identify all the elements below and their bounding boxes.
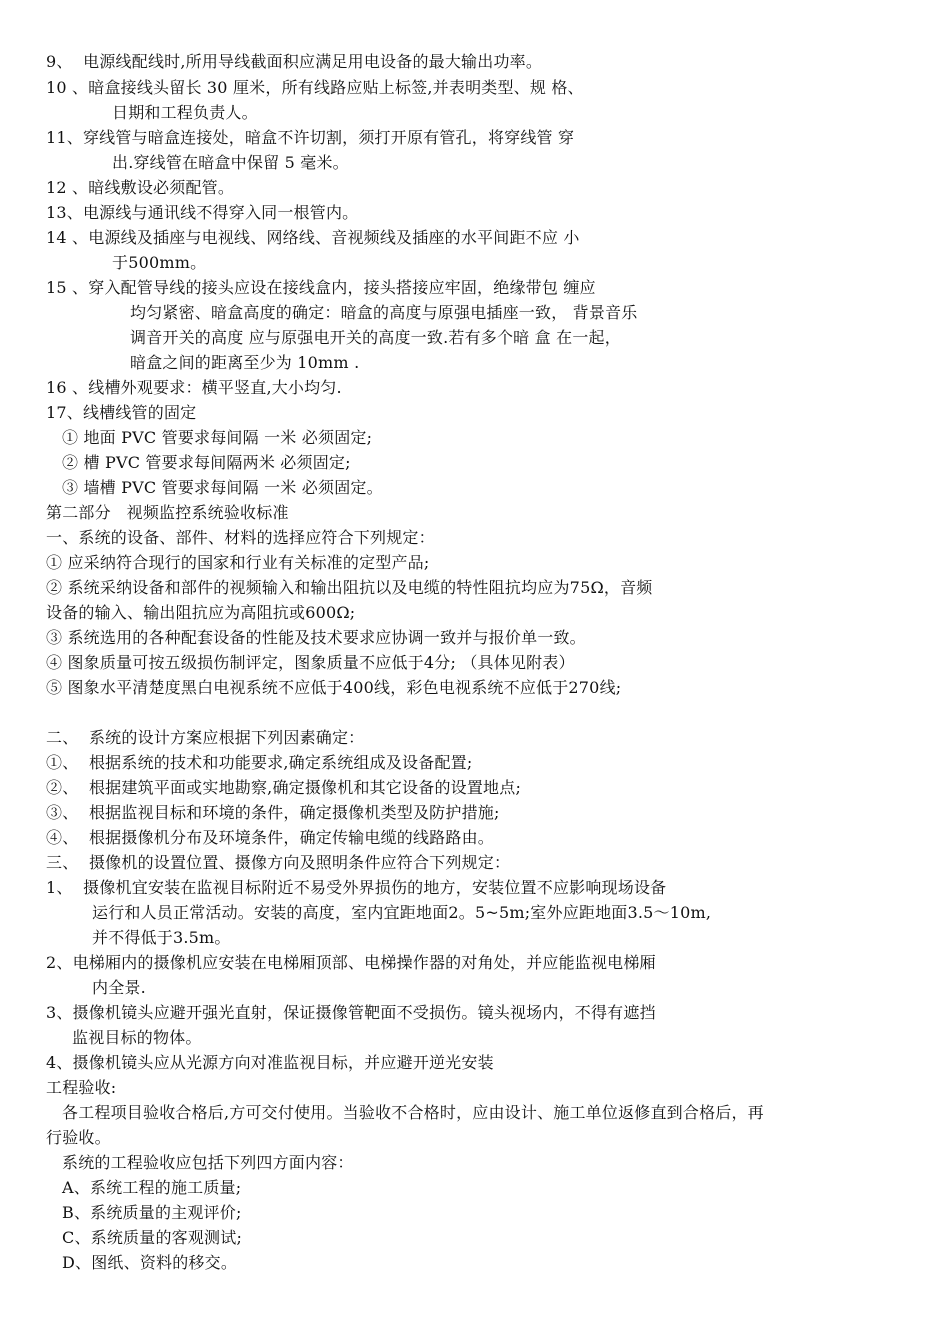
- text-line: 监视目标的物体。: [72, 1028, 202, 1047]
- text-line: ④ 图象质量可按五级损伤制评定，图象质量不应低于4分; （具体见附表）: [46, 653, 575, 672]
- text-line: 1、 摄像机宜安装在监视目标附近不易受外界损伤的地方，安装位置不应影响现场设备: [46, 878, 667, 897]
- text-line: 三、 摄像机的设置位置、摄像方向及照明条件应符合下列规定：: [46, 853, 511, 872]
- text-line: 一、系统的设备、部件、材料的选择应符合下列规定：: [46, 528, 435, 547]
- text-line: 设备的输入、输出阻抗应为高阻抗或600Ω;: [46, 603, 356, 622]
- list-item: C、系统质量的客观测试;: [62, 1228, 243, 1247]
- text-line: 日期和工程负责人。: [112, 103, 258, 122]
- text-line: ④、 根据摄像机分布及环境条件，确定传输电缆的线路路由。: [46, 828, 494, 847]
- text-line: 二、 系统的设计方案应根据下列因素确定：: [46, 728, 365, 747]
- text-line: 各工程项目验收合格后,方可交付使用。当验收不合格时，应由设计、施工单位返修直到合格后，再: [62, 1103, 764, 1122]
- text-line: 并不得低于3.5m。: [92, 928, 231, 947]
- section-heading: 第二部分 视频监控系统验收标准: [46, 503, 289, 522]
- text-line: 15 、穿入配管导线的接头应设在接线盒内，接头搭接应牢固，绝缘带包 缠应: [46, 278, 596, 297]
- text-line: ① 应采纳符合现行的国家和行业有关标准的定型产品;: [46, 553, 430, 572]
- text-line: 2、电梯厢内的摄像机应安装在电梯厢顶部、电梯操作器的对角处，并应能监视电梯厢: [46, 953, 656, 972]
- text-line: 13、电源线与通讯线不得穿入同一根管内。: [46, 203, 359, 222]
- text-line: 于500mm。: [112, 253, 207, 272]
- text-line: 出.穿线管在暗盒中保留 5 毫米。: [112, 153, 349, 172]
- text-line: 11、穿线管与暗盒连接处，暗盒不许切割，须打开原有管孔，将穿线管 穿: [46, 128, 575, 147]
- text-line: 10 、暗盒接线头留长 30 厘米，所有线路应贴上标签,并表明类型、规 格、: [46, 78, 584, 97]
- text-line: 内全景.: [92, 978, 146, 997]
- text-line: 均匀紧密、暗盒高度的确定：暗盒的高度与原强电插座一致， 背景音乐: [130, 303, 638, 322]
- text-line: ⑤ 图象水平清楚度黑白电视系统不应低于400线，彩色电视系统不应低于270线;: [46, 678, 622, 697]
- text-line: 4、摄像机镜头应从光源方向对准监视目标，并应避开逆光安装: [46, 1053, 494, 1072]
- text-line: 运行和人员正常活动。安装的高度，室内宜距地面2。5~5m;室外应距地面3.5～10m,: [92, 903, 712, 922]
- text-line: 行验收。: [46, 1128, 111, 1147]
- text-line: 16 、线槽外观要求：横平竖直,大小均匀.: [46, 378, 342, 397]
- text-line: ①、 根据系统的技术和功能要求,确定系统组成及设备配置;: [46, 753, 473, 772]
- list-item: D、图纸、资料的移交。: [62, 1253, 238, 1272]
- text-line: 系统的工程验收应包括下列四方面内容：: [62, 1153, 354, 1172]
- text-line: ②、 根据建筑平面或实地勘察,确定摄像机和其它设备的设置地点;: [46, 778, 522, 797]
- text-line: ② 槽 PVC 管要求每间隔两米 必须固定;: [62, 453, 351, 472]
- text-line: ③ 墙槽 PVC 管要求每间隔 一米 必须固定。: [62, 478, 383, 497]
- text-line: ③ 系统选用的各种配套设备的性能及技术要求应协调一致并与报价单一致。: [46, 628, 586, 647]
- text-line: 14 、电源线及插座与电视线、网络线、音视频线及插座的水平间距不应 小: [46, 228, 580, 247]
- section-heading: 工程验收:: [46, 1078, 117, 1097]
- text-line: ③、 根据监视目标和环境的条件，确定摄像机类型及防护措施;: [46, 803, 500, 822]
- list-item: B、系统质量的主观评价;: [62, 1203, 242, 1222]
- text-line: 调音开关的高度 应与原强电开关的高度一致.若有多个暗 盒 在一起，: [130, 328, 621, 347]
- list-item: A、系统工程的施工质量;: [62, 1178, 242, 1197]
- text-line: 暗盒之间的距离至少为 10mm .: [130, 353, 360, 372]
- text-line: 17、线槽线管的固定: [46, 403, 197, 422]
- text-line: 12 、暗线敷设必须配管。: [46, 178, 235, 197]
- text-line: ① 地面 PVC 管要求每间隔 一米 必须固定;: [62, 428, 373, 447]
- text-line: 3、摄像机镜头应避开强光直射，保证摄像管靶面不受损伤。镜头视场内，不得有遮挡: [46, 1003, 656, 1022]
- text-line: 9、 电源线配线时,所用导线截面积应满足用电设备的最大输出功率。: [46, 52, 543, 71]
- text-line: ② 系统采纳设备和部件的视频输入和输出阻抗以及电缆的特性阻抗均应为75Ω，音频: [46, 578, 653, 597]
